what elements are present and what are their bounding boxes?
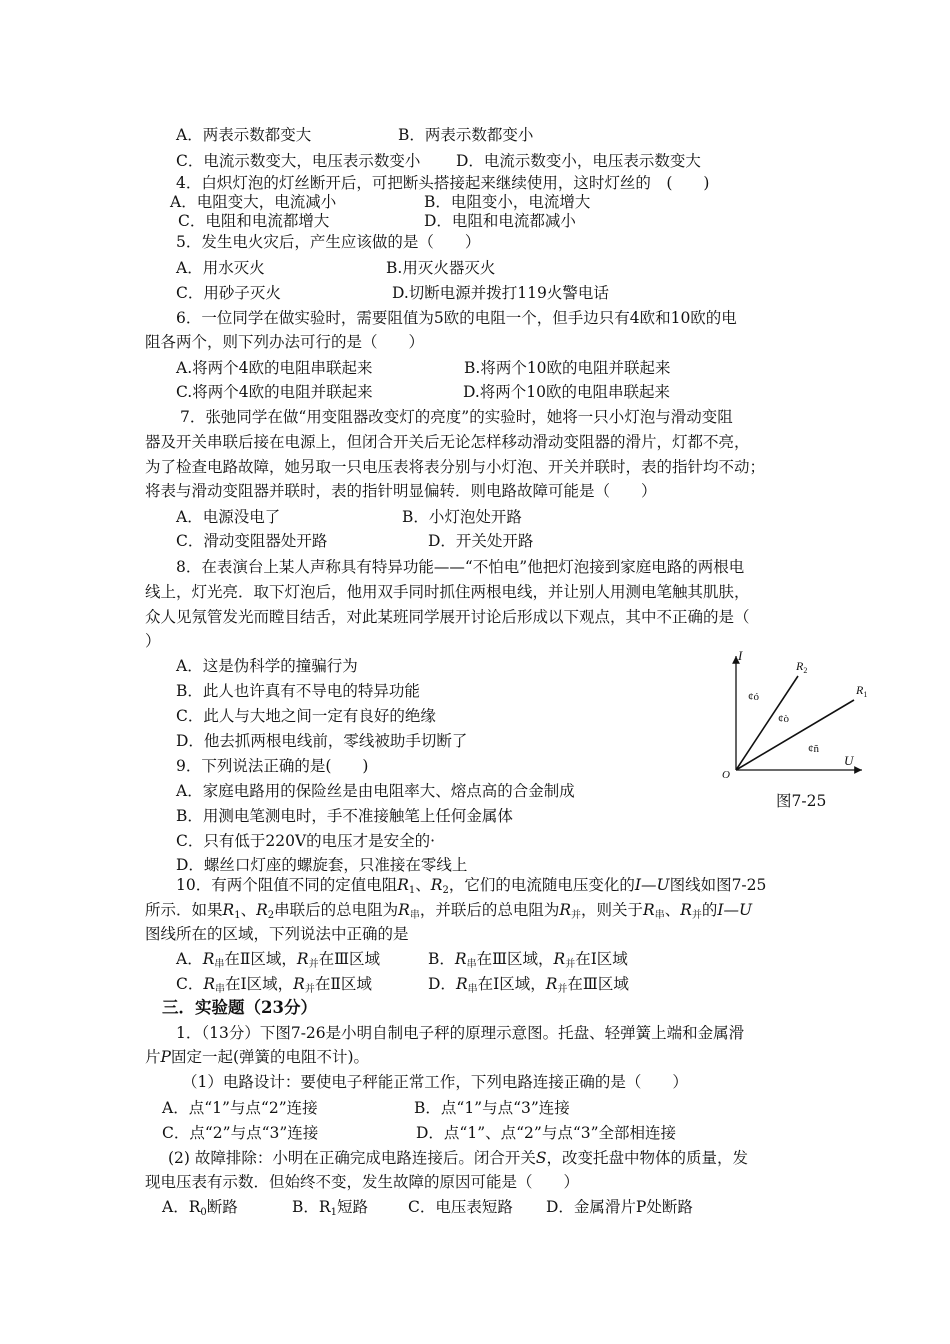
q7-stem-line2: 器及开关串联后接在电源上，但闭合开关后无论怎样移动滑动变阻器的滑片，灯都不亮，	[145, 433, 750, 451]
q3-option-a: A．两表示数都变大	[176, 126, 312, 144]
q8-stem-line3: 众人见氖管发光而瞠目结舌，对此某班同学展开讨论后形成以下观点，其中不正确的是（	[145, 608, 750, 626]
region-3-label: ¢ó	[748, 691, 759, 703]
exp1-stem-line2: 片P固定一起(弹簧的电阻不计)。	[145, 1048, 370, 1066]
q9-option-b: B．用测电笔测电时，手不准接触笔上任何金属体	[176, 807, 513, 825]
q5-option-b: B.用灭火器灭火	[386, 259, 496, 277]
q8-option-a: A．这是伪科学的撞骗行为	[176, 657, 358, 675]
q8-stem-line4: ）	[145, 632, 161, 650]
exp1-stem-line1: 1．（13分）下图7-26是小明自制电子秤的原理示意图。托盘、轻弹簧上端和金属滑	[176, 1024, 745, 1042]
q6-stem-line1: 6．一位同学在做实验时，需要阻值为5欧的电阻一个，但手边只有4欧和10欧的电	[176, 309, 737, 327]
q10-stem-line1: 10．有两个阻值不同的定值电阻$R_1$、$R_2$，它们的电流随电压变化的I—U图线如图7-25	[176, 876, 767, 896]
q8-option-d: D．他去抓两根电线前，零线被助手切断了	[176, 732, 468, 750]
q10-option-c: C．$R_串$在Ⅰ区域，$R_并$在Ⅱ区域	[176, 975, 372, 995]
q6-option-d: D.将两个10欧的电阻串联起来	[463, 383, 671, 401]
q6-option-a: A.将两个4欧的电阻串联起来	[176, 359, 373, 377]
q7-option-a: A．电源没电了	[176, 508, 281, 526]
q4-stem: 4．白炽灯泡的灯丝断开后，可把断头搭接起来继续使用，这时灯丝的 ( )	[176, 174, 710, 192]
exp1-part2-line1: (2) 故障排除：小明在正确完成电路连接后。闭合开关S，改变托盘中物体的质量，发	[168, 1149, 749, 1167]
q8-option-c: C．此人与大地之间一定有良好的绝缘	[176, 707, 436, 725]
q8-stem-line2: 线上，灯光亮．取下灯泡后，他用双手同时抓住两根电线，并让别人用测电笔触其肌肤，	[145, 583, 750, 601]
q5-option-c: C．用砂子灭火	[176, 284, 281, 302]
u-axis-label: U	[844, 753, 854, 768]
q10-stem-line2: 所示．如果$R_1$、$R_2$串联后的总电阻为$R_串$，并联后的总电阻为$R_并$，则关于$R_串$、$R_并$的I—U	[145, 901, 753, 921]
q9-option-d: D．螺丝口灯座的螺旋套，只准接在零线上	[176, 856, 468, 874]
r1-line	[736, 700, 854, 770]
q10-stem-line3: 图线所在的区域，下列说法中正确的是	[145, 925, 409, 943]
q5-option-a: A．用水灭火	[176, 259, 265, 277]
origin-label: O	[722, 769, 730, 781]
i-axis-label: I	[738, 648, 743, 663]
q9-option-a: A．家庭电路用的保险丝是由电阻率大、熔点高的合金制成	[176, 782, 575, 800]
exp1-part2-option-b: B．$R_1$短路	[292, 1198, 368, 1218]
r1-label: $R_1$	[856, 683, 868, 699]
region-1-label: ¢ñ	[808, 743, 819, 755]
q10-option-a: A．$R_串$在Ⅱ区域，$R_并$在Ⅲ区域	[176, 950, 381, 970]
q10-option-b: B．$R_串$在Ⅲ区域，$R_并$在Ⅰ区域	[428, 950, 628, 970]
section-3-title: 三．实验题（23分）	[162, 998, 317, 1017]
region-2-label: ¢ò	[778, 713, 789, 725]
q6-option-b: B.将两个10欧的电阻并联起来	[464, 359, 671, 377]
figure-caption: 图7-25	[776, 792, 827, 810]
exp1-part2-option-a: A．$R_0$断路	[162, 1198, 238, 1218]
q4-option-c: C．电阻和电流都增大	[178, 212, 330, 230]
exp1-part1-stem: （1）电路设计：要使电子秤能正常工作，下列电路连接正确的是（ ）	[182, 1073, 688, 1091]
q7-stem-line1: 7．张弛同学在做“用变阻器改变灯的亮度”的实验时，她将一只小灯泡与滑动变阻	[180, 408, 733, 426]
iu-graph-figure	[720, 648, 880, 788]
exp1-option-d: D．点“1”、点“2”与点“3”全部相连接	[416, 1124, 677, 1142]
q3-option-c: C．电流示数变大，电压表示数变小	[176, 152, 421, 170]
q3-option-d: D．电流示数变小，电压表示数变大	[456, 152, 701, 170]
exp1-option-b: B．点“1”与点“3”连接	[414, 1099, 570, 1117]
exp1-part2-option-d: D．金属滑片P处断路	[546, 1198, 693, 1216]
q4-option-d: D．电阻和电流都减小	[424, 212, 576, 230]
q9-stem: 9．下列说法正确的是( )	[176, 757, 369, 775]
q6-option-c: C.将两个4欧的电阻并联起来	[176, 383, 373, 401]
exp1-option-a: A．点“1”与点“2”连接	[162, 1099, 318, 1117]
q4-option-b: B．电阻变小，电流增大	[424, 193, 591, 211]
q8-stem-line1: 8．在表演台上某人声称具有特异功能——“不怕电”他把灯泡接到家庭电路的两根电	[176, 558, 745, 576]
exp1-option-c: C．点“2”与点“3”连接	[162, 1124, 319, 1142]
q3-option-b: B．两表示数都变小	[398, 126, 534, 144]
exp1-part2-option-c: C．电压表短路	[408, 1198, 513, 1216]
q10-option-d: D．$R_串$在Ⅰ区域，$R_并$在Ⅲ区域	[428, 975, 629, 995]
q7-stem-line3: 为了检查电路故障，她另取一只电压表将表分别与小灯泡、开关并联时，表的指针均不动；	[145, 458, 766, 476]
q7-option-b: B．小灯泡处开路	[402, 508, 522, 526]
exp1-part2-line2: 现电压表有示数．但始终不变，发生故障的原因可能是（ ）	[145, 1173, 580, 1191]
q8-option-b: B．此人也许真有不导电的特异功能	[176, 682, 420, 700]
q6-stem-line2: 阻各两个，则下列办法可行的是（ ）	[145, 333, 425, 351]
q5-option-d: D.切断电源并拨打119火警电话	[392, 284, 609, 302]
q9-option-c: C．只有低于220V的电压才是安全的·	[176, 832, 436, 850]
q7-option-c: C．滑动变阻器处开路	[176, 532, 328, 550]
q7-stem-line4: 将表与滑动变阻器并联时，表的指针明显偏转．则电路故障可能是（ ）	[145, 482, 657, 500]
r2-label: $R_2$	[796, 659, 808, 675]
q4-option-a: A．电阻变大，电流减小	[170, 193, 337, 211]
q5-stem: 5．发生电火灾后，产生应该做的是（ ）	[176, 233, 481, 251]
q7-option-d: D．开关处开路	[428, 532, 534, 550]
